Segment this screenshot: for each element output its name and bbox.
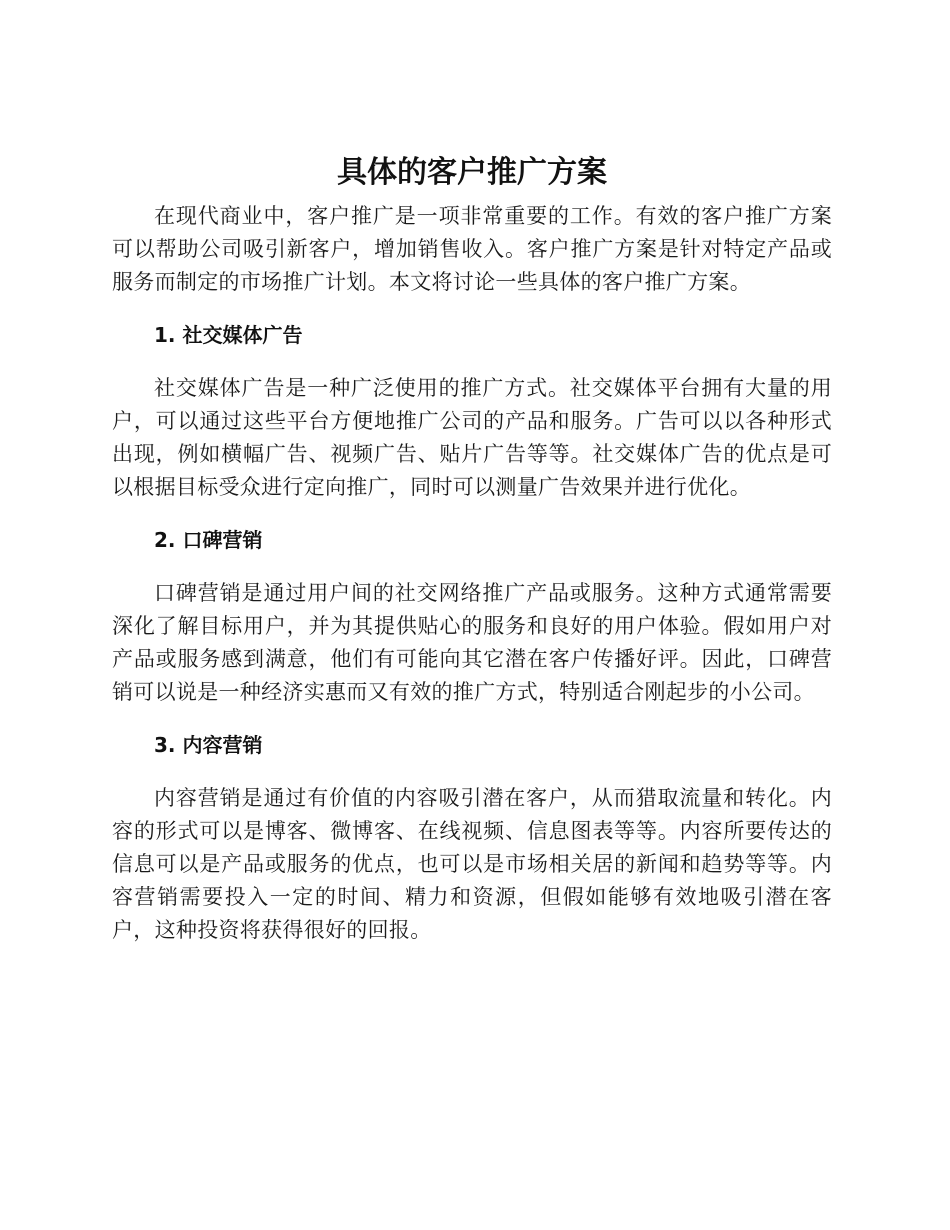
- section-heading-social-media-ads: 1. 社交媒体广告: [154, 323, 303, 347]
- section-body-word-of-mouth: 口碑营销是通过用户间的社交网络推广产品或服务。这种方式通常需要深化了解目标用户，并为其提供贴心的服务和良好的用户体验。假如用户对产品或服务感到满意，他们有可能向其它潜在客户传播好评。因此，口碑营销可以说是一种经济实惠而又有效的推广方式，特别适合刚起步的小公司。: [112, 581, 832, 704]
- section-heading-content-marketing: 3. 内容营销: [154, 733, 263, 757]
- section-body-content-marketing: 内容营销是通过有价值的内容吸引潜在客户，从而猎取流量和转化。内容的形式可以是博客、微博客、在线视频、信息图表等等。内容所要传达的信息可以是产品或服务的优点，也可以是市场相关居的新闻和趋势等等。内容营销需要投入一定的时间、精力和资源，但假如能够有效地吸引潜在客户，这种投资将获得很好的回报。: [112, 786, 832, 942]
- section-body-social-media-ads: 社交媒体广告是一种广泛使用的推广方式。社交媒体平台拥有大量的用户，可以通过这些平台方便地推广公司的产品和服务。广告可以以各种形式出现，例如横幅广告、视频广告、贴片广告等等。社交媒体广告的优点是可以根据目标受众进行定向推广，同时可以测量广告效果并进行优化。: [112, 376, 832, 499]
- document-title: 具体的客户推广方案: [337, 155, 607, 190]
- section-heading-word-of-mouth: 2. 口碑营销: [154, 528, 263, 552]
- intro-paragraph: 在现代商业中，客户推广是一项非常重要的工作。有效的客户推广方案可以帮助公司吸引新客户，增加销售收入。客户推广方案是针对特定产品或服务而制定的市场推广计划。本文将讨论一些具体的客户推广方案。: [112, 204, 832, 294]
- document-page: [112, 150, 832, 947]
